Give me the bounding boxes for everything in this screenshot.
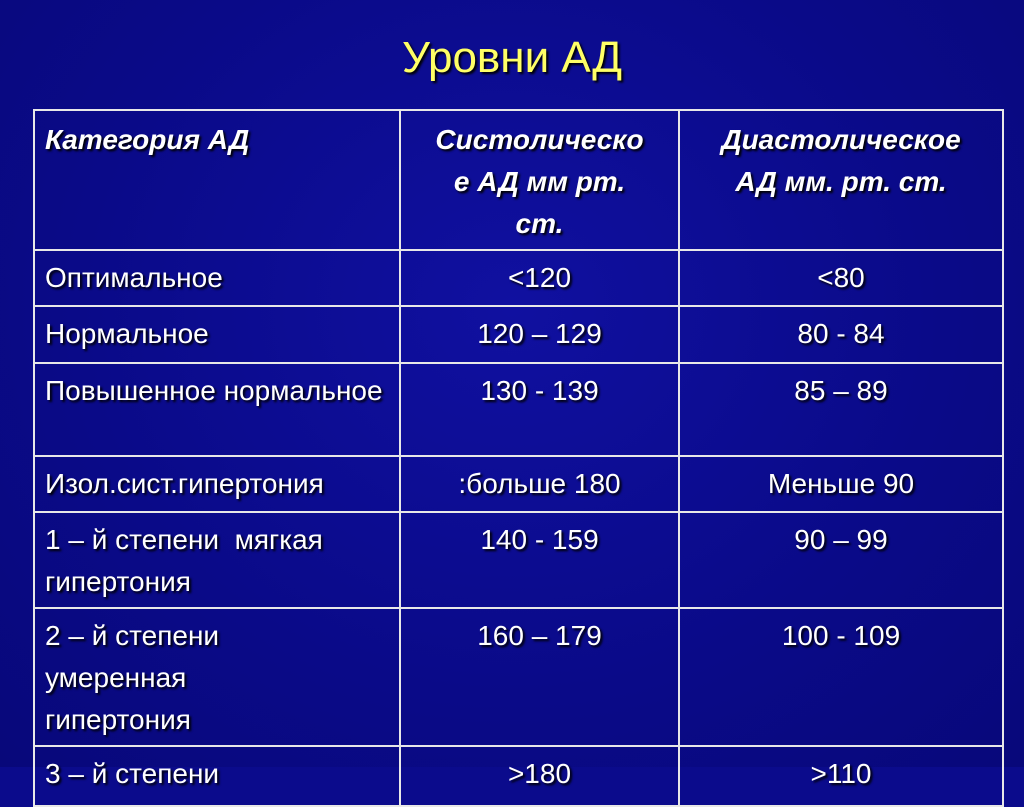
table-row [34,512,1003,608]
cell-category: Нормальное [34,306,400,363]
table-row [34,306,1003,363]
cell-diastolic: 100 - 109 [679,608,1003,746]
cell-diastolic: Меньше 90 [679,456,1003,512]
table-row [34,363,1003,456]
cell-systolic: 130 - 139 [400,363,679,456]
blood-pressure-table [33,109,1004,807]
header-diastolic-line-1: Диастолическое [721,124,961,155]
cell-diastolic: 90 – 99 [679,512,1003,608]
table-row [34,250,1003,306]
header-systolic-line-2: е АД мм рт. [453,166,626,197]
cell-systolic: >180 [400,746,679,806]
cell-category: 3 – й степени [34,746,400,806]
slide-title: Уровни АД [402,33,622,82]
header-systolic-line-1: Систолическо [435,124,644,155]
header-diastolic [679,110,1003,250]
table-row [34,746,1003,806]
header-diastolic-line-2: АД мм. рт. ст. [735,166,947,197]
cell-diastolic: <80 [679,250,1003,306]
cell-category: Оптимальное [34,250,400,306]
cell-category: Повышенное нормальное [34,363,400,456]
header-systolic-line-3: ст. [515,208,564,239]
cell-diastolic: 80 - 84 [679,306,1003,363]
table-row [34,608,1003,746]
cell-systolic: :больше 180 [400,456,679,512]
cell-systolic: 120 – 129 [400,306,679,363]
cell-category: Изол.сист.гипертония [34,456,400,512]
header-category-text: Категория АД [45,124,250,155]
header-systolic [400,110,679,250]
table-header-row [34,110,1003,250]
cell-systolic: 160 – 179 [400,608,679,746]
cell-category: 2 – й степени умеренная гипертония [34,608,400,746]
table-row [34,456,1003,512]
cell-category: 1 – й степени мягкая гипертония [34,512,400,608]
cell-diastolic: >110 [679,746,1003,806]
cell-systolic: <120 [400,250,679,306]
header-category [34,110,400,250]
cell-diastolic: 85 – 89 [679,363,1003,456]
cell-systolic: 140 - 159 [400,512,679,608]
